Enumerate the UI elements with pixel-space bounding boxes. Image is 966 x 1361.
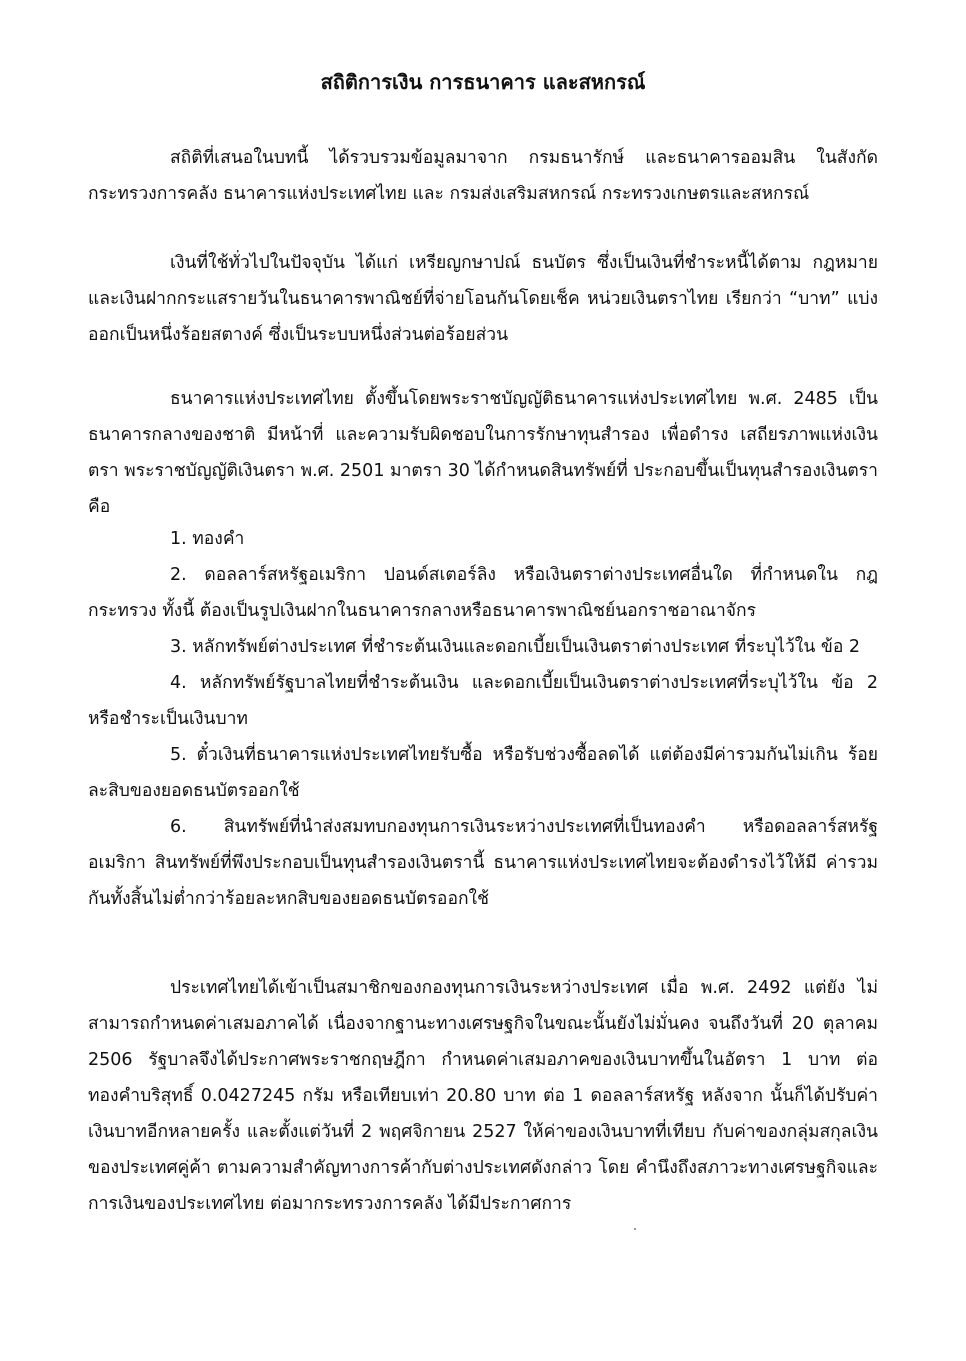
currency-paragraph: เงินที่ใช้ทั่วไปในปัจจุบัน ได้แก่ เหรียญกษาปณ์ ธนบัตร ซึ่งเป็นเงินที่ชำระหนี้ได้ตาม กฎหมาย และเงินฝากกระแสรายวันในธนาคารพาณิชย์ที่จ่ายโอนกันโดยเช็ค หน่วยเงินตราไทย เรียกว่า “บาท” แบ่งออกเป็นหนึ่งร้อยสตางค์ ซึ่งเป็นระบบหนึ่งส่วนต่อร้อยส่วน [88, 253, 878, 345]
list-item: 1. ทองคำ [170, 529, 245, 549]
list-item: 5. ตั๋วเงินที่ธนาคารแห่งประเทศไทยรับซื้อ หรือรับช่วงซื้อลดได้ แต่ต้องมีค่ารวมกันไม่เกิน ร้อยละสิบของยอดธนบัตรออกใช้ [88, 745, 878, 801]
list-item: 6. สินทรัพย์ที่นำส่งสมทบกองทุนการเงินระหว่างประเทศที่เป็นทองคำ หรือดอลลาร์สหรัฐ อเมริกา สินทรัพย์ที่พึงประกอบเป็นทุนสำรองเงินตรานี้ ธนาคารแห่งประเทศไทยจะต้องดำรงไว้ให้มี ค่ารวมกันทั้งสิ้นไม่ต่ำกว่าร้อยละหกสิบของยอดธนบัตรออกใช้ [88, 817, 878, 909]
list-item: 3. หลักทรัพย์ต่างประเทศ ที่ชำระต้นเงินและดอกเบี้ยเป็นเงินตราต่างประเทศ ที่ระบุไว้ใน ข้อ 2 [170, 637, 861, 657]
scan-speck [634, 1228, 636, 1230]
central-bank-paragraph: ธนาคารแห่งประเทศไทย ตั้งขึ้นโดยพระราชบัญญัติธนาคารแห่งประเทศไทย พ.ศ. 2485 เป็นธนาคารกลางของชาติ มีหน้าที่ และความรับผิดชอบในการรักษาทุนสำรอง เพื่อดำรง เสถียรภาพแห่งเงินตรา พระราชบัญญัติเงินตรา พ.ศ. 2501 มาตรา 30 ได้กำหนดสินทรัพย์ที่ ประกอบขึ้นเป็นทุนสำรองเงินตรา คือ [88, 389, 878, 517]
imf-paragraph: ประเทศไทยได้เข้าเป็นสมาชิกของกองทุนการเงินระหว่างประเทศ เมื่อ พ.ศ. 2492 แต่ยัง ไม่สามารถกำหนดค่าเสมอภาคได้ เนื่องจากฐานะทางเศรษฐกิจในขณะนั้นยังไม่มั่นคง จนถึงวันที่ 20 ตุลาคม 2506 รัฐบาลจึงได้ประกาศพระราชกฤษฎีกา กำหนดค่าเสมอภาคของเงินบาทขึ้นในอัตรา 1 บาท ต่อทองคำบริสุทธิ์ 0.0427245 กรัม หรือเทียบเท่า 20.80 บาท ต่อ 1 ดอลลาร์สหรัฐ หลังจาก นั้นก็ได้ปรับค่าเงินบาทอีกหลายครั้ง และตั้งแต่วันที่ 2 พฤศจิกายน 2527 ให้ค่าของเงินบาทที่เทียบ กับค่าของกลุ่มสกุลเงินของประเทศคู่ค้า ตามความสำคัญทางการค้ากับต่างประเทศดังกล่าว โดย คำนึงถึงสภาวะทางเศรษฐกิจและการเงินของประเทศไทย ต่อมากระทรวงการคลัง ได้มีประกาศการ [88, 978, 878, 1214]
list-item: 4. หลักทรัพย์รัฐบาลไทยที่ชำระต้นเงิน และดอกเบี้ยเป็นเงินตราต่างประเทศที่ระบุไว้ใน ข้อ 2 หรือชำระเป็นเงินบาท [88, 673, 878, 729]
intro-paragraph: สถิติที่เสนอในบทนี้ ได้รวบรวมข้อมูลมาจาก กรมธนารักษ์ และธนาคารออมสิน ในสังกัด กระทรวงการคลัง ธนาคารแห่งประเทศไทย และ กรมส่งเสริมสหกรณ์ กระทรวงเกษตรและสหกรณ์ [88, 148, 878, 204]
reserve-list [88, 521, 878, 917]
page-title: สถิติการเงิน การธนาคาร และสหกรณ์ [320, 70, 646, 94]
list-item: 2. ดอลลาร์สหรัฐอเมริกา ปอนด์สเตอร์ลิง หรือเงินตราต่างประเทศอื่นใด ที่กำหนดใน กฎกระทรวง ทั้งนี้ ต้องเป็นรูปเงินฝากในธนาคารกลางหรือธนาคารพาณิชย์นอกราชอาณาจักร [88, 565, 878, 621]
